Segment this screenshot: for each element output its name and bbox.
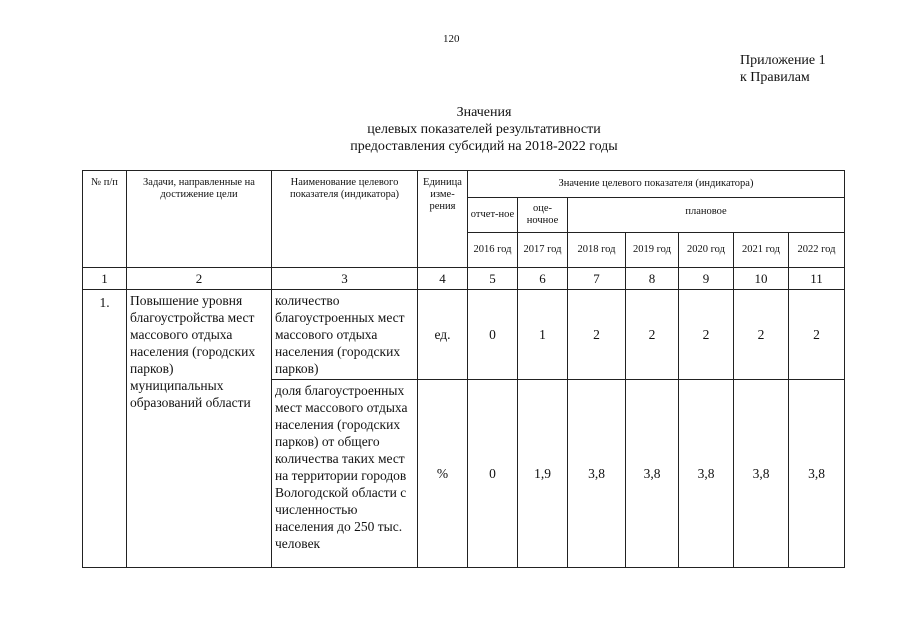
title-line-2: целевых показателей результативности bbox=[367, 122, 601, 137]
header-planned: плановое bbox=[568, 198, 845, 233]
value-cell: 0 bbox=[468, 290, 518, 380]
header-estimated: оце-ночное bbox=[518, 198, 568, 233]
indicators-table bbox=[82, 170, 845, 568]
task-number: 1. bbox=[83, 290, 127, 568]
value-cell: 3,8 bbox=[568, 380, 626, 568]
document-title bbox=[300, 104, 668, 155]
page-number: 120 bbox=[443, 33, 460, 45]
indicator-text: количество благоустроенных мест массового отдыха населения (городских парков) bbox=[272, 290, 418, 380]
unit-cell: % bbox=[418, 380, 468, 568]
column-number: 8 bbox=[626, 268, 679, 290]
header-year-2022: 2022 год bbox=[789, 233, 845, 268]
column-number: 2 bbox=[127, 268, 272, 290]
header-unit: Единица изме-рения bbox=[418, 171, 468, 268]
title-line-1: Значения bbox=[456, 105, 512, 120]
column-number: 6 bbox=[518, 268, 568, 290]
value-cell: 3,8 bbox=[789, 380, 845, 568]
header-reported: отчет-ное bbox=[468, 198, 518, 233]
column-number: 11 bbox=[789, 268, 845, 290]
column-number: 10 bbox=[734, 268, 789, 290]
value-cell: 2 bbox=[626, 290, 679, 380]
column-number: 3 bbox=[272, 268, 418, 290]
task-text: Повышение уровня благоустройства мест массового отдыха населения (городских парков) муниципальных образований области bbox=[127, 290, 272, 568]
header-indicator: Наименование целевого показателя (индикатора) bbox=[272, 171, 418, 268]
indicator-text: доля благоустроенных мест массового отдыха населения (городских парков) от общего количества таких мест на территории городов Вологодской области с численностью населения до 250 тыс. человек bbox=[272, 380, 418, 568]
header-year-2016: 2016 год bbox=[468, 233, 518, 268]
column-number: 5 bbox=[468, 268, 518, 290]
column-number: 1 bbox=[83, 268, 127, 290]
column-number: 9 bbox=[679, 268, 734, 290]
appendix-line-2: к Правилам bbox=[740, 70, 810, 85]
header-year-2017: 2017 год bbox=[518, 233, 568, 268]
value-cell: 3,8 bbox=[734, 380, 789, 568]
appendix-line-1: Приложение 1 bbox=[740, 53, 826, 68]
title-line-3: предоставления субсидий на 2018-2022 годы bbox=[350, 139, 618, 154]
value-cell: 1 bbox=[518, 290, 568, 380]
unit-cell: ед. bbox=[418, 290, 468, 380]
header-year-2020: 2020 год bbox=[679, 233, 734, 268]
value-cell: 2 bbox=[734, 290, 789, 380]
value-cell: 2 bbox=[679, 290, 734, 380]
value-cell: 2 bbox=[568, 290, 626, 380]
header-year-2018: 2018 год bbox=[568, 233, 626, 268]
header-number: № п/п bbox=[83, 171, 127, 268]
value-cell: 3,8 bbox=[626, 380, 679, 568]
value-cell: 0 bbox=[468, 380, 518, 568]
value-cell: 2 bbox=[789, 290, 845, 380]
header-value-group: Значение целевого показателя (индикатора) bbox=[468, 171, 845, 198]
column-number-row bbox=[83, 268, 845, 290]
value-cell: 3,8 bbox=[679, 380, 734, 568]
header-year-2021: 2021 год bbox=[734, 233, 789, 268]
column-number: 4 bbox=[418, 268, 468, 290]
appendix-label bbox=[740, 52, 826, 86]
header-task: Задачи, направленные на достижение цели bbox=[127, 171, 272, 268]
table-row bbox=[83, 290, 845, 380]
header-year-2019: 2019 год bbox=[626, 233, 679, 268]
value-cell: 1,9 bbox=[518, 380, 568, 568]
column-number: 7 bbox=[568, 268, 626, 290]
